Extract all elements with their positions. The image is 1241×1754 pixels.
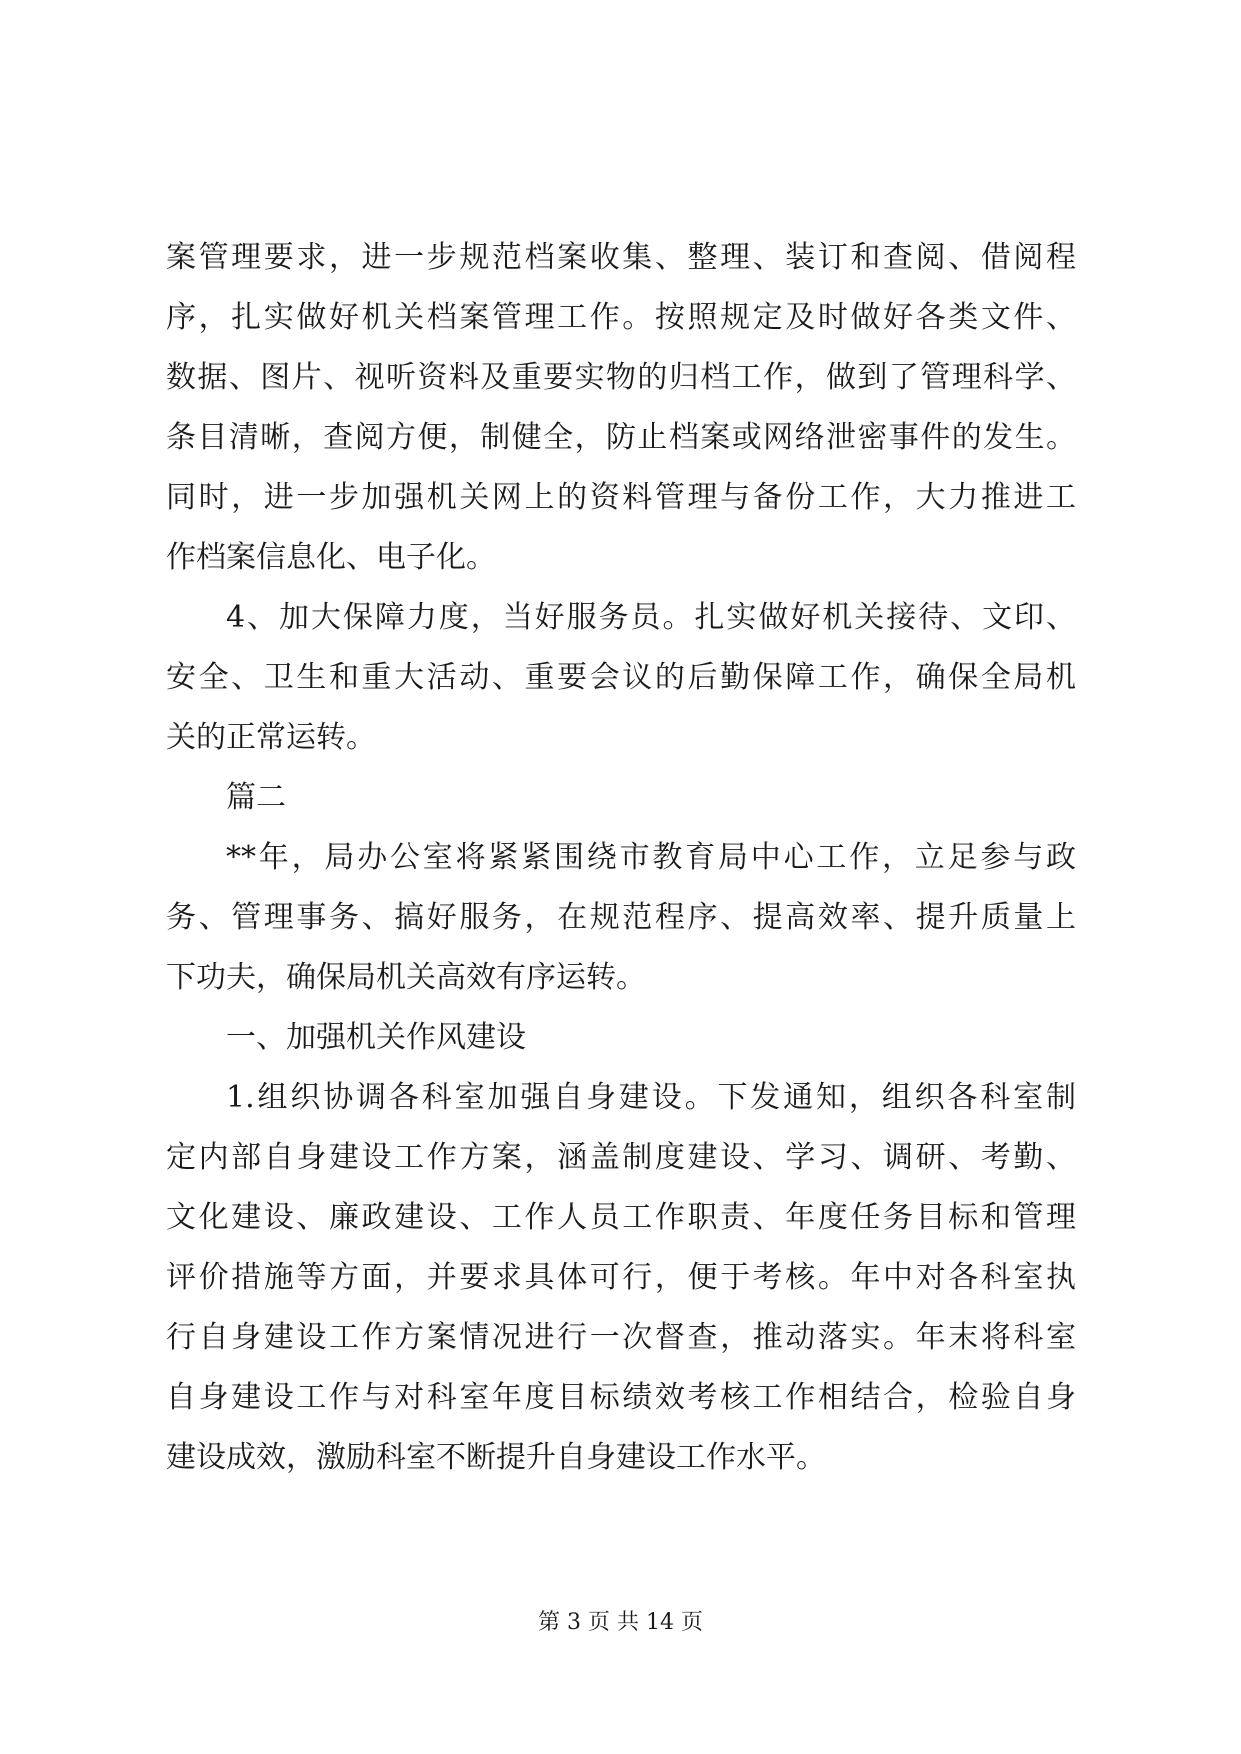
paragraph [166, 768, 1076, 828]
text-line: 案管理要求，进一步规范档案收集、整理、装订和查阅、借阅程 [166, 240, 1076, 275]
text-line: 作档案信息化、电子化。 [166, 540, 496, 575]
text-line: 行自身建设工作方案情况进行一次督查，推动落实。年末将科室 [166, 1320, 1076, 1355]
text-line: 下功夫，确保局机关高效有序运转。 [166, 960, 646, 995]
text-line: 安全、卫生和重大活动、重要会议的后勤保障工作，确保全局机 [166, 660, 1076, 695]
text-line: 篇二 [226, 780, 286, 815]
text-line: 建设成效，激励科室不断提升自身建设工作水平。 [166, 1440, 826, 1475]
paragraph [166, 228, 1076, 588]
paragraph [166, 1068, 1076, 1488]
paragraph [166, 828, 1076, 1008]
text-line: 数据、图片、视听资料及重要实物的归档工作，做到了管理科学、 [166, 360, 1076, 395]
document-body [166, 228, 1076, 1488]
paragraph [166, 588, 1076, 768]
text-line: 评价措施等方面，并要求具体可行，便于考核。年中对各科室执 [166, 1260, 1076, 1295]
text-line: 文化建设、廉政建设、工作人员工作职责、年度任务目标和管理 [166, 1200, 1076, 1235]
text-line: 1.组织协调各科室加强自身建设。下发通知，组织各科室制 [226, 1080, 1076, 1115]
page-footer: 第 3 页 共 14 页 [538, 1610, 703, 1635]
text-line: 关的正常运转。 [166, 720, 376, 755]
text-line: 一、加强机关作风建设 [226, 1020, 526, 1055]
text-line: 定内部自身建设工作方案，涵盖制度建设、学习、调研、考勤、 [166, 1140, 1076, 1175]
text-line: 4、加大保障力度，当好服务员。扎实做好机关接待、文印、 [226, 600, 1076, 635]
paragraph [166, 1008, 1076, 1068]
text-line: 条目清晰，查阅方便，制健全，防止档案或网络泄密事件的发生。 [166, 420, 1076, 455]
text-line: **年，局办公室将紧紧围绕市教育局中心工作，立足参与政 [226, 840, 1076, 875]
text-line: 同时，进一步加强机关网上的资料管理与备份工作，大力推进工 [166, 480, 1076, 515]
text-line: 务、管理事务、搞好服务，在规范程序、提高效率、提升质量上 [166, 900, 1076, 935]
text-line: 序，扎实做好机关档案管理工作。按照规定及时做好各类文件、 [166, 300, 1076, 335]
text-line: 自身建设工作与对科室年度目标绩效考核工作相结合，检验自身 [166, 1380, 1076, 1415]
